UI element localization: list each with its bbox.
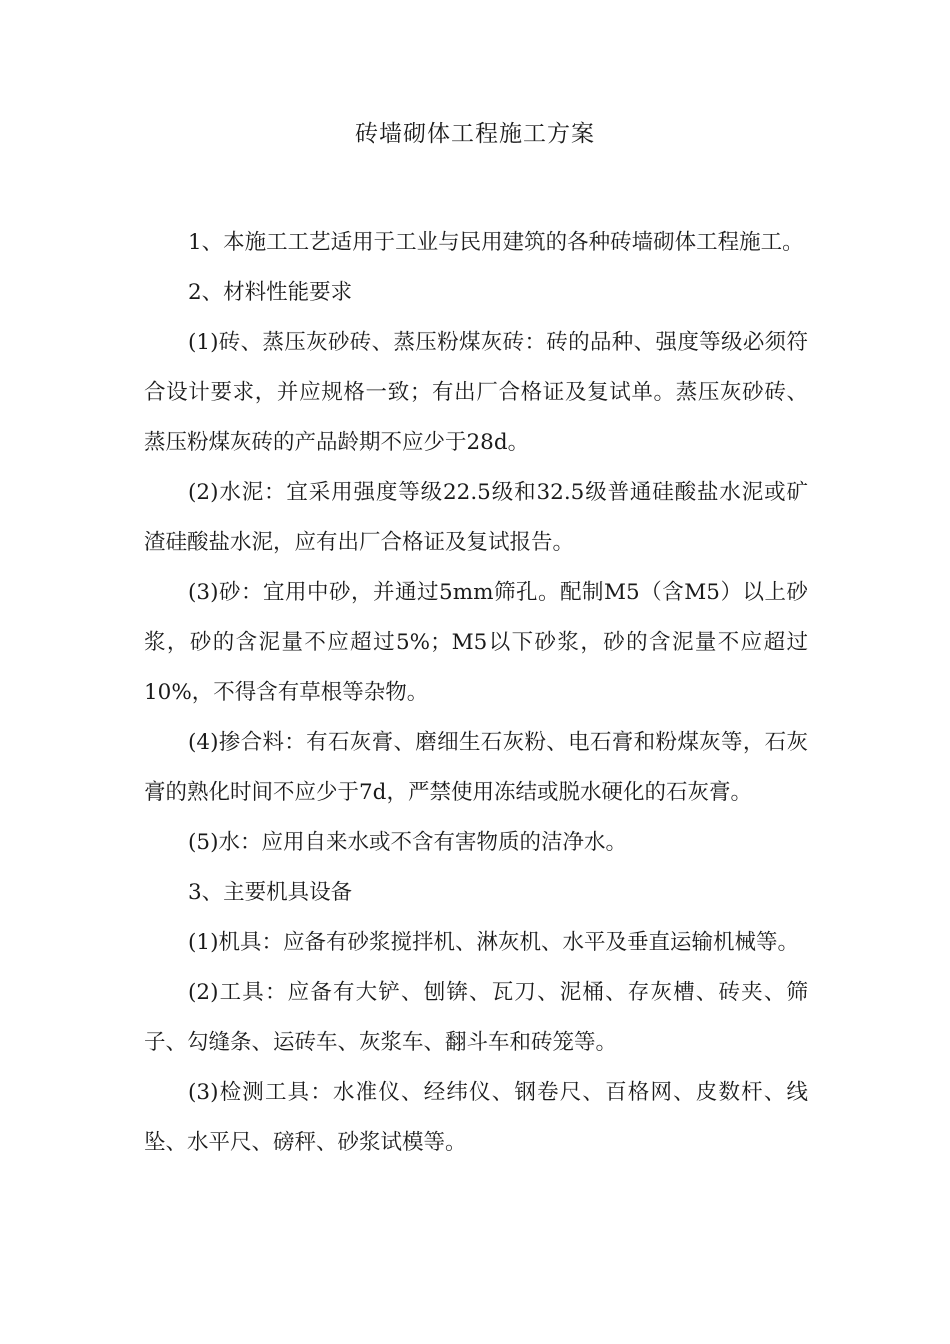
paragraph-brick: (1)砖、蒸压灰砂砖、蒸压粉煤灰砖：砖的品种、强度等级必须符合设计要求，并应规格一致；有出厂合格证及复试单。蒸压灰砂砖、蒸压粉煤灰砖的产品龄期不应少于28d。 xyxy=(144,330,808,455)
document-title: 砖墙砌体工程施工方案 xyxy=(355,121,595,147)
heading-material-requirements: 2、材料性能要求 xyxy=(188,280,353,305)
paragraph-machinery: (1)机具：应备有砂浆搅拌机、淋灰机、水平及垂直运输机械等。 xyxy=(188,930,799,955)
paragraph-water: (5)水：应用自来水或不含有害物质的洁净水。 xyxy=(188,830,627,855)
paragraph-sand: (3)砂：宜用中砂，并通过5mm筛孔。配制M5（含M5）以上砂浆，砂的含泥量不应超过5%；M5以下砂浆，砂的含泥量不应超过10%，不得含有草根等杂物。 xyxy=(144,580,808,705)
heading-equipment: 3、主要机具设备 xyxy=(188,880,353,905)
paragraph-admixture: (4)掺合料：有石灰膏、磨细生石灰粉、电石膏和粉煤灰等，石灰膏的熟化时间不应少于7d，严禁使用冻结或脱水硬化的石灰膏。 xyxy=(144,730,808,805)
document-body xyxy=(144,218,808,1168)
paragraph-cement: (2)水泥：宜采用强度等级22.5级和32.5级普通硅酸盐水泥或矿渣硅酸盐水泥，应有出厂合格证及复试报告。 xyxy=(144,480,808,555)
paragraph-scope: 1、本施工工艺适用于工业与民用建筑的各种砖墙砌体工程施工。 xyxy=(188,230,804,255)
paragraph-tools: (2)工具：应备有大铲、刨锛、瓦刀、泥桶、存灰槽、砖夹、筛子、勾缝条、运砖车、灰浆车、翻斗车和砖笼等。 xyxy=(144,980,808,1055)
paragraph-measuring-tools: (3)检测工具：水准仪、经纬仪、钢卷尺、百格网、皮数杆、线坠、水平尺、磅秤、砂浆试模等。 xyxy=(144,1080,808,1155)
